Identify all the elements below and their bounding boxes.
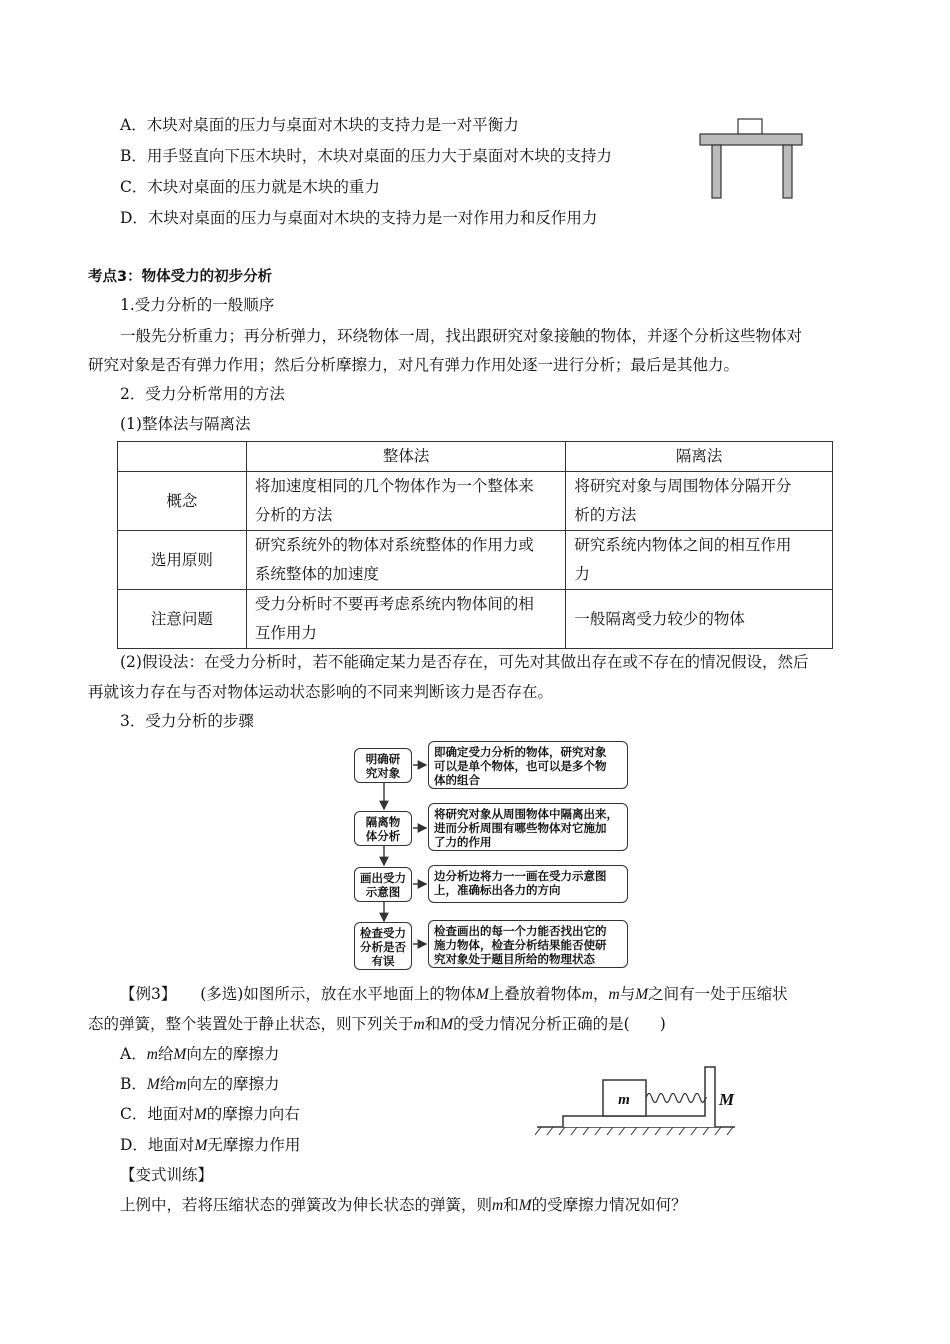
flow-step-2: 隔离物 体分析 <box>354 811 412 846</box>
spring-figure <box>535 1060 770 1140</box>
flow-step-4: 检查受力 分析是否 有误 <box>354 922 412 970</box>
paragraph-1-line2: 研究对象是否有弹力作用；然后分析摩擦力，对凡有弹力作用处逐一进行分析；最后是其他力。 <box>88 356 740 374</box>
example3-stem-line1: 【例3】 (多选)如图所示，放在水平地面上的物体M上叠放着物体m，m与M之间有一处于压缩状 <box>120 985 788 1003</box>
flow-step-3: 画出受力 示意图 <box>354 867 412 902</box>
row-label: 概念 <box>118 472 247 531</box>
variant-question: 上例中，若将压缩状态的弹簧改为伸长状态的弹簧，则m和M的受摩擦力情况如何？ <box>120 1196 687 1214</box>
isolation-cell: 将研究对象与周围物体分隔开分 析的方法 <box>566 472 833 531</box>
method-table <box>117 441 833 649</box>
row-label: 注意问题 <box>118 590 247 649</box>
table-row <box>118 590 833 649</box>
spring <box>646 1094 707 1103</box>
flow-desc-4: 检查画出的每一个力能否找出它的 施力物体，检查分析结果能否使研 究对象处于题目所给的物理状态 <box>428 920 628 968</box>
option-d: D．木块对桌面的压力与桌面对木块的支持力是一对作用力和反作用力 <box>120 209 598 227</box>
wood-block <box>738 119 762 134</box>
whole-cell: 研究系统外的物体对系统整体的作用力或 系统整体的加速度 <box>246 531 566 590</box>
ground-hatch <box>535 1127 733 1135</box>
flow-desc-2: 将研究对象从周围物体中隔离出来， 进而分析周围有哪些物体对它施加 了力的作用 <box>428 803 628 851</box>
option-a: A．木块对桌面的压力与桌面对木块的支持力是一对平衡力 <box>120 116 519 134</box>
paragraph-2-line1: (2)假设法：在受力分析时，若不能确定某力是否存在，可先对其做出存在或不存在的情况假设，然后 <box>120 653 809 671</box>
sub-heading-2: 2．受力分析常用的方法 <box>120 385 285 403</box>
example3-option-a: A．m给M向左的摩擦力 <box>120 1045 280 1063</box>
example3-option-c: C．地面对M的摩擦力向右 <box>120 1105 300 1123</box>
option-c: C．木块对桌面的压力就是木块的重力 <box>120 178 380 196</box>
desk-leg-right <box>783 145 792 198</box>
isolation-cell: 一般隔离受力较少的物体 <box>566 590 833 649</box>
option-b: B．用手竖直向下压木块时，木块对桌面的压力大于桌面对木块的支持力 <box>120 147 612 165</box>
sub-heading-1: 1.受力分析的一般顺序 <box>120 296 275 314</box>
block-m-label: m <box>618 1092 630 1108</box>
paragraph-2-line2: 再就该力存在与否对物体运动状态影响的不同来判断该力是否存在。 <box>88 683 554 701</box>
paragraph-1-line1: 一般先分析重力；再分析弹力，环绕物体一周，找出跟研究对象接触的物体，并逐个分析这些物体对 <box>120 327 803 345</box>
section-title: 考点3：物体受力的初步分析 <box>88 269 273 285</box>
row-label: 选用原则 <box>118 531 247 590</box>
sub-heading-2a: (1)整体法与隔离法 <box>120 415 251 433</box>
table-row <box>118 531 833 590</box>
whole-cell: 将加速度相同的几个物体作为一个整体来 分析的方法 <box>246 472 566 531</box>
table-row <box>118 472 833 531</box>
table-header-isolation: 隔离法 <box>566 442 833 472</box>
table-header-row <box>118 442 833 472</box>
variant-tag: 【变式训练】 <box>120 1166 214 1184</box>
flow-desc-3: 边分析边将力一一画在受力示意图 上，准确标出各力的方向 <box>428 865 628 903</box>
example3-stem-line2: 态的弹簧，整个装置处于静止状态，则下列关于m和M的受力情况分析正确的是( ) <box>88 1015 666 1033</box>
desk-leg-left <box>712 145 721 198</box>
example3-option-b: B．M给m向左的摩擦力 <box>120 1075 280 1093</box>
block-M-label: M <box>719 1090 735 1109</box>
sub-heading-3: 3．受力分析的步骤 <box>120 712 254 730</box>
whole-cell: 受力分析时不要再考虑系统内物体间的相 互作用力 <box>246 590 566 649</box>
flow-step-1: 明确研 究对象 <box>354 748 412 783</box>
example3-option-d: D．地面对M无摩擦力作用 <box>120 1136 301 1154</box>
example3-tag: 【例3】 <box>120 985 177 1003</box>
table-header-whole: 整体法 <box>246 442 566 472</box>
table-header-empty <box>118 442 247 472</box>
desk-top <box>700 134 802 145</box>
desk-figure <box>695 112 810 204</box>
flow-desc-1: 即确定受力分析的物体，研究对象 可以是单个物体，也可以是多个物 体的组合 <box>428 741 628 789</box>
isolation-cell: 研究系统内物体之间的相互作用 力 <box>566 531 833 590</box>
